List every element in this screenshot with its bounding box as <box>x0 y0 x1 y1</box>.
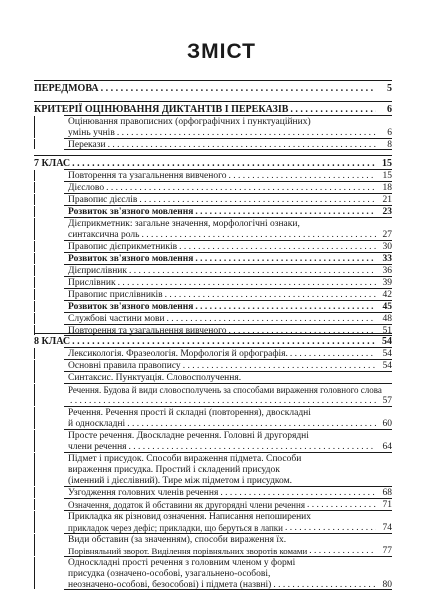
toc-entry[interactable] <box>34 158 392 169</box>
toc-entry[interactable] <box>64 169 392 181</box>
bracket-line <box>34 301 35 312</box>
bracket-line <box>34 170 35 181</box>
bracket-line <box>34 116 35 138</box>
toc-entry[interactable] <box>64 510 392 533</box>
page-number: 54 <box>382 361 392 371</box>
bracket-line <box>34 511 35 533</box>
toc-entry[interactable] <box>64 288 392 300</box>
entry-title: й односкладні <box>68 419 126 429</box>
toc-entry[interactable] <box>64 452 392 486</box>
section-rule <box>34 155 392 156</box>
entry-title-line: Речення. Речення прості й складні (повторення), двоскладні <box>68 408 311 418</box>
toc-entry[interactable] <box>34 83 392 94</box>
toc-entry[interactable] <box>64 533 392 556</box>
toc-entry[interactable] <box>64 240 392 252</box>
dot-leader <box>101 83 376 94</box>
entry-title: прикладок через дефіс; прикладки, що беруться в лапки <box>68 523 283 533</box>
dot-leader <box>290 104 376 115</box>
bracket-line <box>34 182 35 193</box>
page-number: 64 <box>382 442 392 452</box>
entry-title-line: Прикладка як різновид означення. Написання непоширених <box>68 512 311 522</box>
page-number: 54 <box>382 336 392 347</box>
entry-title: Правопис дієприкметників <box>68 242 178 252</box>
page-title: ЗМІСТ <box>187 40 256 63</box>
toc-entry[interactable] <box>64 252 392 264</box>
page-number: 5 <box>387 83 392 94</box>
toc-entry[interactable] <box>64 486 392 498</box>
entry-title: (іменний і дієслівний). Тире між підметом і присудком. <box>68 476 293 486</box>
page-number: 51 <box>382 326 392 336</box>
toc-entry[interactable] <box>64 205 392 217</box>
toc-entry[interactable] <box>64 115 392 138</box>
toc-entry[interactable] <box>64 217 392 240</box>
page-number: 45 <box>382 302 392 312</box>
entry-title-line: Односкладні прості речення з головним членом у формі <box>68 558 296 568</box>
toc-entry[interactable] <box>64 181 392 193</box>
bracket-line <box>34 430 35 452</box>
page-number: 42 <box>382 290 392 300</box>
toc-entry[interactable] <box>64 312 392 324</box>
page-number: 18 <box>382 183 392 193</box>
bracket-line <box>34 139 35 149</box>
entry-title-line: Підмет і присудок. Способи вираження підмета. Способи <box>68 454 302 464</box>
entry-title-line: Дієприкметник: загальне значення, морфологічні ознаки, <box>68 219 300 229</box>
page-number: 15 <box>382 171 392 181</box>
entry-title-line: присудка (означено-особові, узагальнено-особові, <box>68 569 271 579</box>
bracket-line <box>34 348 35 359</box>
page-number: 36 <box>382 266 392 276</box>
page-number: 6 <box>387 104 392 115</box>
entry-title: члени речення <box>68 442 127 452</box>
toc-section-preface <box>34 80 392 94</box>
entry-title: Прислівник <box>68 278 116 288</box>
bracket-line <box>34 407 35 429</box>
page-number: 71 <box>382 500 392 510</box>
toc-entry[interactable] <box>64 359 392 371</box>
entry-title: Дієприслівник <box>68 266 127 276</box>
toc-entry[interactable] <box>34 104 392 115</box>
bracket-line <box>34 557 35 589</box>
entry-title: Розвиток зв'язного мовлення <box>68 207 194 217</box>
entry-title: Основні правила правопису <box>68 361 181 371</box>
page-number: 27 <box>382 230 392 240</box>
bracket-line <box>34 277 35 288</box>
section-rule <box>34 80 392 81</box>
toc-entry[interactable] <box>64 347 392 359</box>
entry-title: Правопис прислівників <box>68 290 163 300</box>
bracket-line <box>34 453 35 486</box>
entry-title: Розвиток зв'язного мовлення <box>68 254 194 264</box>
entry-title: Означення, додаток й обставини як другорядні члени речення <box>68 500 305 510</box>
page-number: 80 <box>382 580 392 590</box>
bracket-line <box>34 360 35 371</box>
section-rule <box>34 101 392 102</box>
entry-title: Лексикологія. Фразеологія. Морфологія й орфографія. <box>68 349 288 359</box>
entry-title: Розвиток зв'язного мовлення <box>68 302 194 312</box>
entry-title: Синтаксис. Пунктуація. Словосполучення. <box>68 373 242 383</box>
page-number: 39 <box>382 278 392 288</box>
page-number: 74 <box>382 523 392 533</box>
toc-entry[interactable] <box>64 556 392 590</box>
page-number: 8 <box>387 140 392 150</box>
section-rule <box>34 333 392 334</box>
entry-title: 7 КЛАС <box>34 158 71 169</box>
entry-title: 8 КЛАС <box>34 336 71 347</box>
bracket-line <box>34 241 35 252</box>
toc-entry[interactable] <box>64 300 392 312</box>
toc-section-grade-7 <box>34 155 392 336</box>
bracket-line <box>34 265 35 276</box>
toc-entry[interactable] <box>34 336 392 347</box>
page-number: 6 <box>387 128 392 138</box>
entry-title-line: Речення. Будова й види словосполучень за способами вираження головного слова <box>68 385 382 395</box>
toc-entry[interactable] <box>64 138 392 150</box>
page-number: 15 <box>382 158 392 169</box>
entry-title: Перекази <box>68 140 106 150</box>
bracket-line <box>34 253 35 264</box>
bracket-line <box>34 384 35 406</box>
entry-title: КРИТЕРІЇ ОЦІНЮВАННЯ ДИКТАНТІВ І ПЕРЕКАЗІВ <box>34 104 289 115</box>
bracket-line <box>34 313 35 324</box>
entry-title: Повторення та узагальнення вивченого <box>68 326 227 336</box>
entry-title: синтаксична роль <box>68 230 140 240</box>
toc-entry[interactable] <box>64 383 392 406</box>
bracket-line <box>34 534 35 556</box>
dot-leader <box>273 580 376 591</box>
page-number: 77 <box>382 546 392 556</box>
entry-title: Службові частини мови <box>68 314 165 324</box>
page-number: 30 <box>382 242 392 252</box>
toc-entry[interactable] <box>64 264 392 276</box>
dot-leader <box>72 158 376 169</box>
entry-title: Порівняльний зворот. Виділення порівняльних зворотів комами <box>68 546 308 556</box>
page-number: 33 <box>382 254 392 264</box>
entry-title: умінь учнів <box>68 128 115 138</box>
entry-title: Дієслово <box>68 183 105 193</box>
page-number: 68 <box>382 488 392 498</box>
toc-entry[interactable] <box>64 429 392 452</box>
page-number: 57 <box>382 396 392 406</box>
dot-leader <box>72 336 376 347</box>
bracket-line <box>34 194 35 205</box>
page-number: 54 <box>382 349 392 359</box>
page-number: 60 <box>382 419 392 429</box>
toc-entry[interactable] <box>64 193 392 205</box>
entry-title-line: Просте речення. Двоскладне речення. Головні й другорядні <box>68 431 309 441</box>
toc-entry[interactable] <box>64 498 392 510</box>
bracket-line <box>34 218 35 240</box>
dot-leader <box>108 140 376 151</box>
entry-title-line: Оцінювання правописних (орфографічних і пунктуаційних) <box>68 117 311 127</box>
page-number: 21 <box>382 195 392 205</box>
toc-section-criteria <box>34 101 392 150</box>
entry-title: Правопис дієслів <box>68 195 138 205</box>
bracket-line <box>34 206 35 217</box>
entry-title: ПЕРЕДМОВА <box>34 83 99 94</box>
entry-title: Повторення та узагальнення вивченого <box>68 171 227 181</box>
bracket-line <box>34 371 35 383</box>
page-number: 48 <box>382 314 392 324</box>
toc-section-grade-8 <box>34 333 392 590</box>
bracket-line <box>34 499 35 510</box>
page-number: 23 <box>382 207 392 217</box>
toc-entry[interactable] <box>64 371 392 383</box>
bracket-line <box>34 487 35 498</box>
entry-title-line: вираження присудка. Простий і складений присудок <box>68 465 280 475</box>
entry-title: Узгодження головних членів речення <box>68 488 219 498</box>
entry-title: неозначено-особові, безособові) і підмета (назвні) <box>68 580 272 590</box>
bracket-line <box>34 289 35 300</box>
toc-entry[interactable] <box>64 406 392 429</box>
entry-title-line: Види обставин (за значенням), способи вираження їх. <box>68 535 287 545</box>
toc-entry[interactable] <box>64 276 392 288</box>
